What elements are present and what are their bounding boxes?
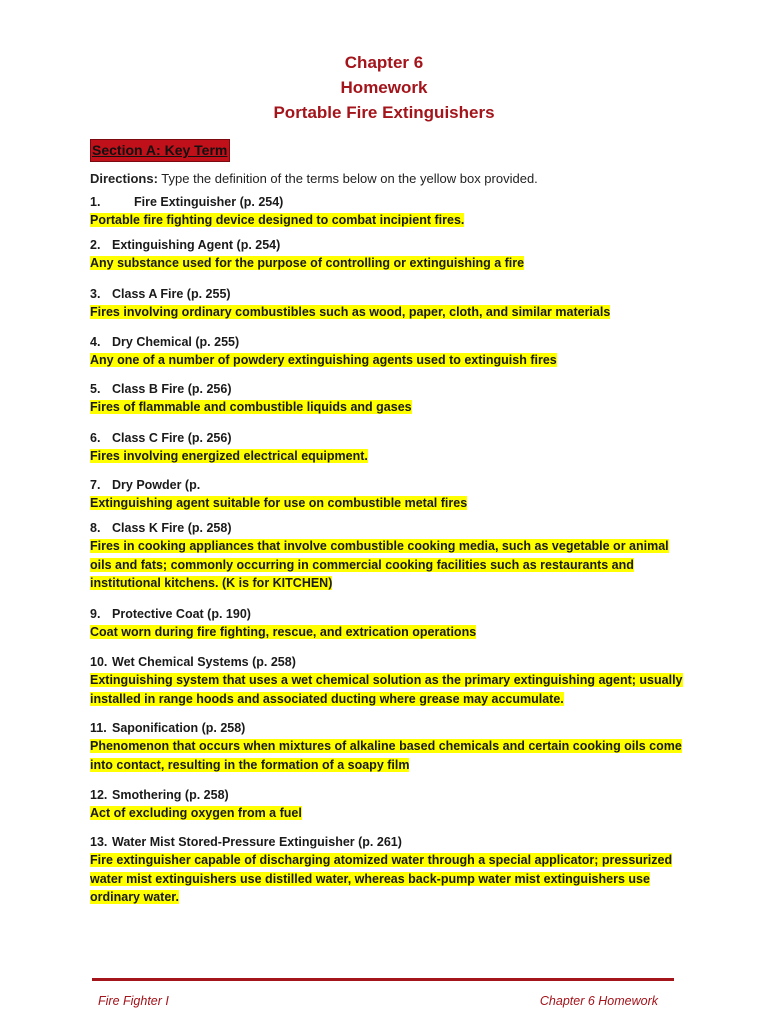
- term-name: Smothering (p. 258): [112, 788, 229, 802]
- term-number: 7.: [90, 478, 101, 492]
- term-name: Wet Chemical Systems (p. 258): [112, 655, 296, 669]
- directions: [90, 170, 538, 188]
- term-number: 1.: [90, 195, 101, 209]
- term-name: Class C Fire (p. 256): [112, 431, 232, 445]
- term-definition-box[interactable]: [90, 494, 690, 513]
- term-title: [90, 476, 690, 494]
- term-number: 2.: [90, 238, 101, 252]
- term-number: 13.: [90, 835, 108, 849]
- term-definition-box[interactable]: [90, 211, 690, 230]
- term-definition: Coat worn during fire fighting, rescue, and extrication operations: [90, 625, 477, 639]
- term-number: 11.: [90, 721, 107, 735]
- term-definition-box[interactable]: [90, 254, 690, 273]
- term-definition: Fires of flammable and combustible liquids and gases: [90, 400, 412, 414]
- chapter-title: Chapter 6: [344, 53, 424, 72]
- footer-right-text: Chapter 6 Homework: [539, 994, 658, 1008]
- term-item: [90, 193, 690, 230]
- term-item: [90, 476, 690, 513]
- term-name: Class K Fire (p. 258): [112, 521, 232, 535]
- section-heading-text: Section A: Key Term: [92, 142, 228, 158]
- term-item: [90, 380, 690, 417]
- term-title: [90, 833, 690, 851]
- term-definition-box[interactable]: [90, 351, 690, 370]
- term-definition-box[interactable]: [90, 303, 690, 322]
- term-definition: Act of excluding oxygen from a fuel: [90, 806, 302, 820]
- footer-rule: [92, 978, 674, 981]
- term-title: [90, 653, 690, 671]
- term-name: Water Mist Stored-Pressure Extinguisher (p. 261): [112, 835, 402, 849]
- term-title: [90, 236, 690, 254]
- term-definition-box[interactable]: [90, 737, 690, 774]
- term-number: 12.: [90, 788, 108, 802]
- term-definition-box[interactable]: [90, 671, 690, 708]
- term-title: [90, 285, 690, 303]
- subtitle-homework: Homework: [340, 78, 428, 97]
- term-definition: Extinguishing agent suitable for use on combustible metal fires: [90, 496, 468, 510]
- term-item: [90, 236, 690, 273]
- term-title: [90, 605, 690, 623]
- term-item: [90, 519, 690, 593]
- term-item: [90, 786, 690, 823]
- term-number: 5.: [90, 382, 101, 396]
- term-name: Protective Coat (p. 190): [112, 607, 251, 621]
- footer-left-text: Fire Fighter I: [98, 994, 169, 1008]
- term-number: 6.: [90, 431, 101, 445]
- term-definition-box[interactable]: [90, 537, 690, 593]
- term-item: [90, 653, 690, 708]
- term-number: 3.: [90, 287, 101, 301]
- term-title: [90, 519, 690, 537]
- term-definition: Portable fire fighting device designed to combat incipient fires.: [90, 213, 465, 227]
- term-name: Class A Fire (p. 255): [112, 287, 231, 301]
- term-name: Dry Powder (p.: [112, 478, 201, 492]
- term-name: Fire Extinguisher (p. 254): [134, 195, 284, 209]
- directions-text: Type the definition of the terms below on the yellow box provided.: [157, 171, 538, 186]
- term-name: Class B Fire (p. 256): [112, 382, 232, 396]
- term-definition-box[interactable]: [90, 447, 690, 466]
- term-item: [90, 833, 690, 907]
- term-definition-box[interactable]: [90, 398, 690, 417]
- term-number: 9.: [90, 607, 101, 621]
- term-item: [90, 285, 690, 322]
- term-item: [90, 719, 690, 774]
- term-title: [90, 429, 690, 447]
- term-title: [90, 193, 690, 211]
- term-definition-box[interactable]: [90, 623, 690, 642]
- directions-label: Directions:: [90, 171, 158, 186]
- term-definition: Extinguishing system that uses a wet chemical solution as the primary extinguishing agent; usually installed in range hoods and associated ducting where grease may accumulate.: [90, 673, 683, 706]
- term-item: [90, 605, 690, 642]
- term-item: [90, 429, 690, 466]
- term-definition-box[interactable]: [90, 804, 690, 823]
- term-title: [90, 380, 690, 398]
- term-name: Extinguishing Agent (p. 254): [112, 238, 281, 252]
- section-heading: [90, 139, 230, 162]
- term-name: Dry Chemical (p. 255): [112, 335, 240, 349]
- topic-title: Portable Fire Extinguishers: [273, 103, 495, 122]
- term-number: 10.: [90, 655, 108, 669]
- term-definition: Any one of a number of powdery extinguishing agents used to extinguish fires: [90, 353, 557, 367]
- term-definition-box[interactable]: [90, 851, 690, 907]
- term-title: [90, 333, 690, 351]
- title-block: [0, 50, 768, 125]
- term-definition: Fires involving ordinary combustibles such as wood, paper, cloth, and similar materials: [90, 305, 611, 319]
- term-name: Saponification (p. 258): [112, 721, 246, 735]
- term-title: [90, 786, 690, 804]
- term-definition: Phenomenon that occurs when mixtures of alkaline based chemicals and certain cooking oils come into contact, resulting in the formation of a soapy film: [90, 739, 682, 772]
- term-number: 4.: [90, 335, 101, 349]
- term-title: [90, 719, 690, 737]
- term-item: [90, 333, 690, 370]
- term-definition: Fires in cooking appliances that involve combustible cooking media, such as vegetable or animal oils and fats; commonly occurring in commercial cooking facilities such as restaurants and institutional kitchens. (K is for KITCHEN): [90, 539, 669, 590]
- term-definition: Fires involving energized electrical equipment.: [90, 449, 368, 463]
- term-definition: Fire extinguisher capable of discharging atomized water through a special applicator; pressurized water mist extinguishers use distilled water, whereas back-pump water mist extinguishers use ordinary water.: [90, 853, 673, 904]
- term-definition: Any substance used for the purpose of controlling or extinguishing a fire: [90, 256, 525, 270]
- term-number: 8.: [90, 521, 101, 535]
